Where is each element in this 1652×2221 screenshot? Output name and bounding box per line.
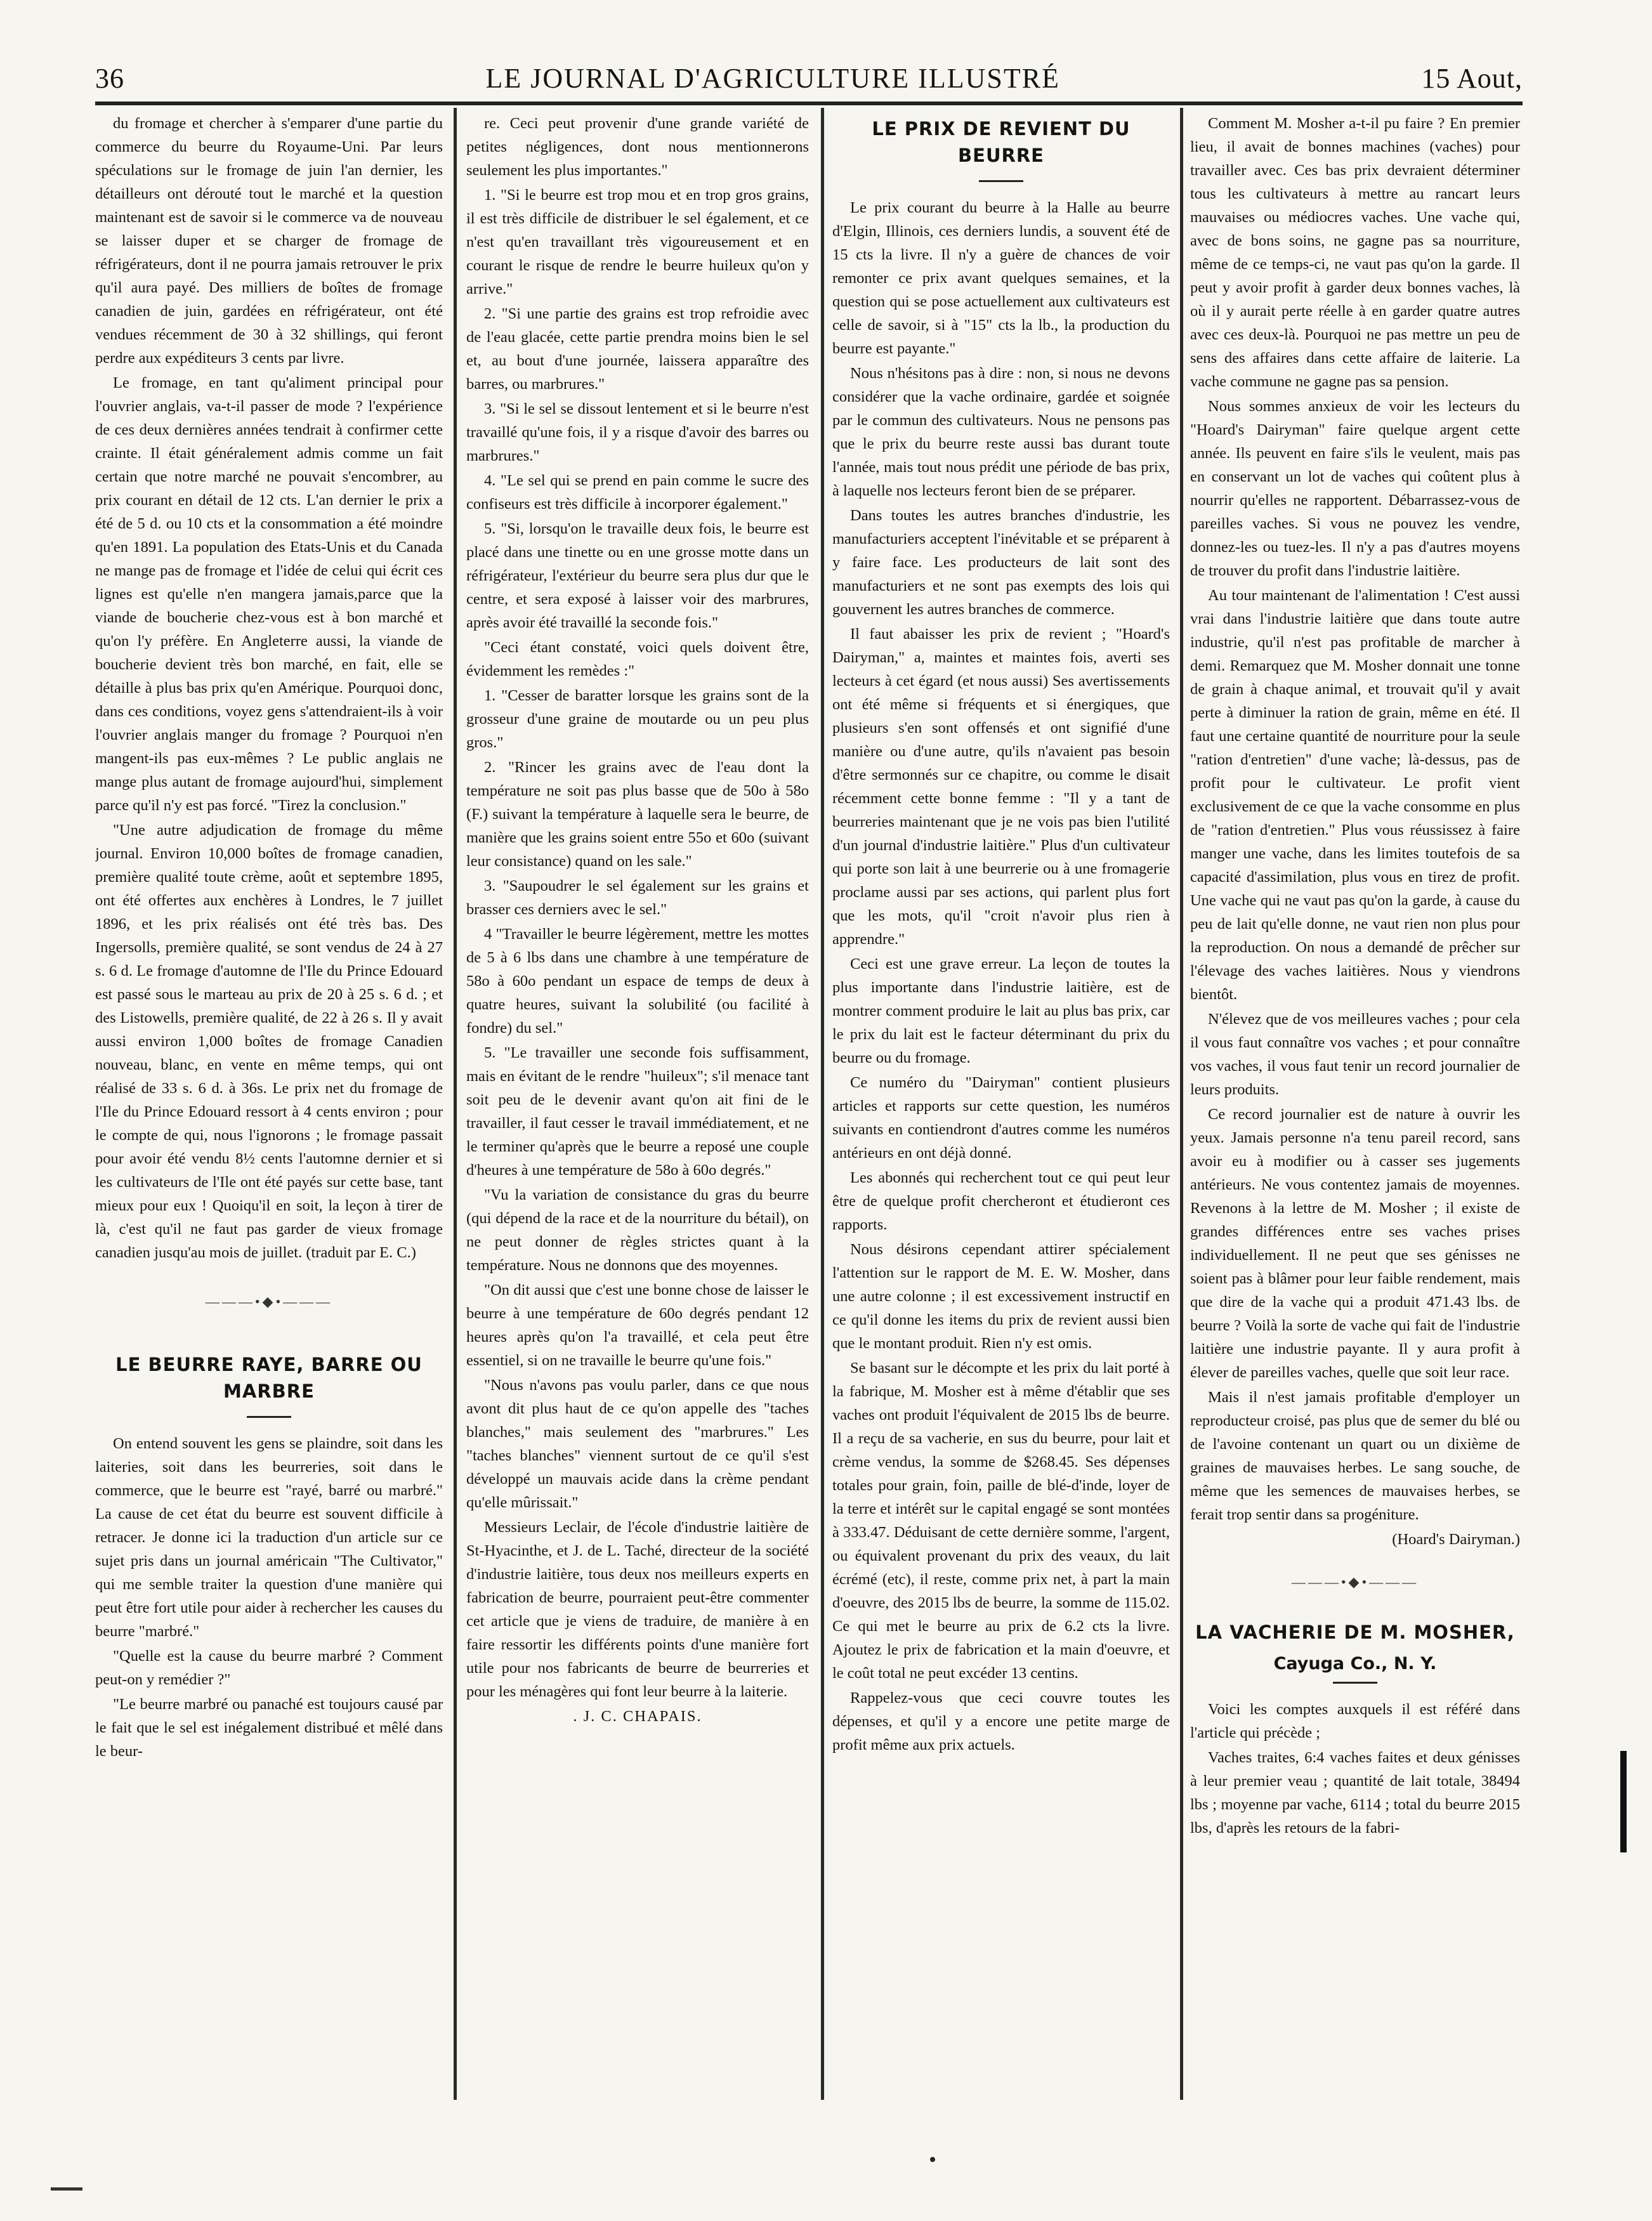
paragraph: 4 "Travailler le beurre légèrement, mettre les mottes de 5 à 6 lbs dans une chambre à une température de 58o à 60o pendant un espace de temps de deux à quatre heures, suivant la solubilité (ou facilité à fondre) du sel." [466,926,809,1037]
paragraph: Nous n'hésitons pas à dire : non, si nous ne devons considérer que la vache ordinaire, gardée et soignée par le commun des cultivateurs. Nous ne pensons pas que le prix du beurre reste aussi bas durant toute l'année, mais tout nous prédit une période de bas prix, à laquelle nos lecteurs feront bien de se préparer. [832,365,1170,499]
article-headline: LE PRIX DE REVIENT DU BEURRE [872,118,1131,166]
headline-rule [979,180,1023,182]
paragraph: Se basant sur le décompte et les prix du lait porté à la fabrique, M. Mosher est à même d'établir que ses vaches ont produit l'équivalent de 2015 lbs de beurre. Il a reçu de sa vacherie, en sus du beurre, pour lait et crème vendus, la somme de $268.45. Ses dépenses totales pour grain, foin, paille de blé-d'inde, loyer de la terre et intérêt sur le capital engagé se sont montées à 333.47. Déduisant de cette dernière somme, l'argent, ou équivalent provenant du prix des veaux, du lait écrémé (etc), il reste, comme prix net, à part la main d'oeuvre, des 2015 lbs de beurre, la somme de 115.02. Ce qui met le beurre au prix de 6.2 cts la livre. Ajoutez le prix de fabrication et la main d'oeuvre, et le coût total ne peut excéder 13 centins. [832,1359,1170,1682]
scan-mark [930,2157,935,2162]
section-ornament: ———•◆•——— [205,1294,333,1309]
paragraph: 3. "Si le sel se dissout lentement et si le beurre n'est travaillé qu'une fois, il y a risque d'avoir des barres ou marbrures." [466,400,809,464]
paragraph: Vaches traites, 6:4 vaches faites et deux génisses à leur premier veau ; quantité de lait totale, 38494 lbs ; moyenne par vache, 6114 ; total du beurre 2015 lbs, d'après les retours de la fabri- [1190,1749,1520,1837]
paragraph: Nous sommes anxieux de voir les lecteurs du "Hoard's Dairyman" faire quelque argent cette année. Ils peuvent en faire s'ils le veulent, mais pas en conservant un lot de vaches qui coûtent plus à nourrir qu'elles ne rapportent. Débarrassez-vous de pareilles vaches. Si vous ne pouvez les vendre, donnez-les ou tuez-les. Il n'y a pas d'autres moyens de trouver du profit dans l'industrie laitière. [1190,398,1520,579]
paragraph: "Une autre adjudication de fromage du même journal. Environ 10,000 boîtes de fromage canadien, première qualité toute crème, août et septembre 1895, ont été offertes aux enchères à Londres, le 7 juillet 1896, et les prix réalisés ont été très bas. Des Ingersolls, première qualité, se sont vendus de 24 à 27 s. 6 d. Le fromage d'automne de l'Ile du Prince Edouard est passé sous le marteau au prix de 20 à 25 s. 6 d. ; et des Listowells, première qualité, de 22 à 26 s. Il y avait aussi environ 1,000 boîtes de fromage Canadien nouveau, blanc, en vente en même temps, qui ont réalisé de 33 s. 6 d. à 36s. Le prix net du fromage de l'Ile du Prince Edouard ressort à 4 cents environ ; pour le compte de qui, nous l'ignorons ; le fromage passait pour avoir été vendu 8½ cents l'automne dernier et si les cultivateurs de l'Ile ont été payés sur cette base, tant mieux pour eux ! Quoiqu'il en soit, la leçon à tirer de là, c'est qu'il ne faut pas garder de vieux fromage canadien jusqu'au mois de juillet. (traduit par E. C.) [95,822,443,1261]
page-number: 36 [95,62,124,94]
paragraph: Il faut abaisser les prix de revient ; "Hoard's Dairyman," a, maintes et maintes fois, averti ses lecteurs à cet égard (et nous aussi) Ses avertissements ont été même si fréquents et si énergiques, que plusieurs s'en sont offensés et ont signifié d'une manière ou d'une autre, qu'ils n'avaient pas besoin d'être sermonnés sur ce chapitre, ou comme le disait récemment cette bonne femme : "Il y a tant de beurreries maintenant que je ne vois pas bien l'utilité d'un journal d'industrie laitière." Plus d'un cultivateur qui porte son lait à une beurrerie ou à une fromagerie proclame aussi par ses actions, qui parlent plus fort que les mots, qu'il "croit n'avoir plus rien à apprendre." [832,626,1170,948]
paragraph: Comment M. Mosher a-t-il pu faire ? En premier lieu, il avait de bonnes machines (vaches) pour travailler avec. Ces bas prix devraient déterminer tous les cultivateurs à mettre au rancart leurs mauvaises ou médiocres vaches. Une vache qui, avec de bons soins, ne gagne pas sa nourriture, même de ce temps-ci, ne vaut pas qu'on la garde. Il peut y avoir profit à garder deux bonnes vaches, là où il y aurait perte réelle à en garder quatre autres avec ces deux-là. Pourquoi ne pas mettre un peu de sens des affaires dans cette affaire de laiterie. La vache commune ne gagne pas sa pension. [1190,115,1520,390]
paragraph: "Ceci étant constaté, voici quels doivent être, évidemment les remèdes :" [466,639,809,679]
paragraph: Ce record journalier est de nature à ouvrir les yeux. Jamais personne n'a tenu pareil record, sans avoir eu à modifier ou à casser ses jugements antérieurs. Ne vous contentez jamais de moyennes. Revenons à la lettre de M. Mosher ; il existe de grandes différences entre ses vaches prises individuellement. Il ne peut que ses génisses ne soient pas à blâmer pour leur faible rendement, mais que dire de la vache qui a produit 471.43 lbs. de beurre ? Voilà la sorte de vache qui fait de l'industrie laitière une industrie payante. Il y aura profit à élever de pareilles vaches, quelle que soit leur race. [1190,1106,1520,1381]
section-ornament: ———•◆•——— [1291,1574,1419,1590]
paragraph: Le fromage, en tant qu'aliment principal pour l'ouvrier anglais, va-t-il passer de mode ? l'expérience de ces deux dernières années tendrait à confirmer cette crainte. Il était généralement admis comme un fait certain que notre marché ne pouvait s'encombrer, au prix courant en détail de 12 cts. L'an dernier le prix a été de 5 d. ou 10 cts et la consommation a été moindre qu'en 1891. La population des Etats-Unis et du Canada ne mange pas de fromage et l'idée de celui qui écrit ces lignes est qu'elle n'en mangera jamais,parce que la viande de boucherie chez-vous est à bon marché et qu'on l'y préfère. En Angleterre aussi, la viande de boucherie devient très bon marché, en fait, elle se détaille à plus bas prix qu'en Amérique. Pourquoi donc, dans ces conditions, voyez gens s'attendraient-ils à voir l'ouvrier anglais manger du fromage ? Pourquoi n'en mangent-ils pas eux-mêmes ? Le public anglais ne mange plus autant de fromage aujourd'hui, simplement parce qu'il n'y est pas forcé. "Tirez la conclusion." [95,374,443,814]
headline-rule [247,1416,291,1418]
article-headline: LA VACHERIE DE M. MOSHER, [1195,1622,1515,1643]
paragraph: Ceci est une grave erreur. La leçon de toutes la plus importante dans l'industrie laitière, est de montrer comment produire le lait au plus bas prix, car le prix du lait est le facteur déterminant du prix du beurre ou du fromage. [832,955,1170,1066]
paragraph: Mais il n'est jamais profitable d'employer un reproducteur croisé, pas plus que de semer du blé ou de l'avoine contenant un quart ou un dixième de graines de mauvaises herbes. Le sang souche, de même que les semences de mauvaises herbes, se ferait trop sentir dans sa progéniture. [1190,1389,1520,1523]
headline-rule [1333,1682,1377,1684]
scan-mark [1620,1751,1627,1852]
paragraph: 5. "Si, lorsqu'on le travaille deux fois, le beurre est placé dans une tinette ou en une grosse motte dans un réfrigérateur, l'extérieur du beurre sera plus dur que le centre, et sera exposé à laisser voir des marbrures, après avoir été travaillé la seconde fois." [466,520,809,631]
paragraph: 3. "Saupoudrer le sel également sur les grains et brasser ces derniers avec le sel." [466,877,809,918]
column-divider [1180,108,1183,2100]
paragraph: du fromage et chercher à s'emparer d'une partie du commerce du beurre du Royaume-Uni. Par leurs spéculations sur le fromage de juin l'an dernier, les détailleurs ont dérouté tout le marché et la question maintenant est de savoir si le commerce va de nouveau se laisser duper et se charger de fromage de réfrigérateurs, dont il ne pourra jamais retrouver le prix qu'il aura payé. Des milliers de boîtes de fromage canadien de juin, gardées en réfrigérateur, ont été vendues récemment de 30 à 32 shillings, qui feront perdre aux expéditeurs 3 cents par livre. [95,115,443,367]
article-subheadline: Cayuga Co., N. Y. [1273,1654,1437,1674]
paragraph: "Le beurre marbré ou panaché est toujours causé par le fait que le sel est inégalement distribué et mêlé dans le beur- [95,1696,443,1760]
source-credit: (Hoard's Dairyman.) [1392,1531,1520,1548]
paragraph: "On dit aussi que c'est une bonne chose de laisser le beurre à une température de 60o degrés pendant 12 heures après qu'on l'a travaillé, et cela peut être essentiel, si on ne travaille le beurre qu'une fois." [466,1281,809,1369]
paragraph: Messieurs Leclair, de l'école d'industrie laitière de St-Hyacinthe, et J. de L. Taché, directeur de la société d'industrie laitière, tous deux nos meilleurs experts en fabrication de beurre, pourraient peut-être commenter cet article que je viens de traduire, de manière à en faire ressortir les différents points d'une manière fort utile pour nos fabricants de beurre de beurreries et pour les ménagères qui font leur beurre à la laiterie. [466,1519,809,1700]
paragraph: 2. "Rincer les grains avec de l'eau dont la température ne soit pas plus basse que de 50o à 58o (F.) suivant la température à laquelle sera le beurre, de manière que les grains soient entre 55o et 60o (suivant leur consistance) quand on les sale." [466,759,809,870]
paragraph: Le prix courant du beurre à la Halle au beurre d'Elgin, Illinois, ces derniers lundis, a souvent été de 15 cts la livre. Il n'y a guère de chances de voir remonter ce prix avant quelques semaines, et la question qui se pose actuellement aux cultivateurs est celle de savoir, si à "15" cts la lb., la production du beurre est payante." [832,199,1170,357]
paragraph: Rappelez-vous que ceci couvre toutes les dépenses, et qu'il y a encore une petite marge de profit même aux prix actuels. [832,1689,1170,1753]
paragraph: Les abonnés qui recherchent tout ce qui peut leur être de quelque profit chercheront et étudieront ces rapports. [832,1169,1170,1233]
paragraph: 1. "Si le beurre est trop mou et en trop gros grains, il est très difficile de distribuer le sel également, et ce n'est qu'en travaillant très vigoureusement et en courant le risque de rendre le beurre huileux qu'on y arrive." [466,187,809,298]
paragraph: "Vu la variation de consistance du gras du beurre (qui dépend de la race et de la nourriture du bétail), on ne peut donner de règles strictes quant à la température. Nous ne donnons que des moyennes. [466,1186,809,1274]
column-2 [466,112,809,2116]
column-3 [832,112,1170,2116]
paragraph: Nous désirons cependant attirer spécialement l'attention sur le rapport de M. E. W. Mosher, dans une autre colonne ; il est excessivement instructif en ce qu'il donne les items du prix de revient aussi bien que le montant produit. Rien n'y est omis. [832,1241,1170,1352]
column-4 [1190,112,1520,2116]
header-rule [95,102,1523,105]
paragraph: N'élevez que de vos meilleures vaches ; pour cela il vous faut connaître vos vaches ; et pour connaître vos vaches, il vous faut tenir un record journalier de leurs produits. [1190,1011,1520,1098]
journal-title: LE JOURNAL D'AGRICULTURE ILLUSTRÉ [485,62,1060,94]
column-1 [95,112,443,2116]
column-divider [821,108,824,2100]
paragraph: 4. "Le sel qui se prend en pain comme le sucre des confiseurs est très difficile à incorporer également." [466,472,809,513]
paragraph: Voici les comptes auxquels il est référé dans l'article qui précède ; [1190,1701,1520,1741]
scan-mark [51,2187,82,2191]
paragraph: Dans toutes les autres branches d'industrie, les manufacturiers acceptent l'inévitable et se préparent à y faire face. Les producteurs de lait sont des manufacturiers et ne sont pas exempts des lois qui gouvernent les autres branches de commerce. [832,507,1170,618]
paragraph: 2. "Si une partie des grains est trop refroidie avec de l'eau glacée, cette partie prendra moins bien le sel et, au bout d'une journée, laissera apparaître des barres, ou marbrures." [466,305,809,393]
author-signature: . J. C. CHAPAIS. [573,1708,702,1725]
paragraph: 1. "Cesser de baratter lorsque les grains sont de la grosseur d'une graine de moutarde ou un peu plus gros." [466,687,809,751]
issue-date: 15 Aout, [1421,62,1523,94]
paragraph: 5. "Le travailler une seconde fois suffisamment, mais en évitant de le rendre "huileux"; s'il menace tant soit peu de le devenir avant qu'on ait fini de le travailler, il faut cesser le travail immédiatement, et ne le terminer qu'après que le beurre a reposé une couple d'heures à une température de 58o à 60o degrés." [466,1044,809,1179]
page-header [95,56,1523,100]
paragraph: re. Ceci peut provenir d'une grande variété de petites négligences, dont nous mentionnerons seulement les plus importantes." [466,115,809,179]
paragraph: Au tour maintenant de l'alimentation ! C'est aussi vrai dans l'industrie laitière que dans toute autre industrie, qu'il n'est pas profitable de marcher à demi. Remarquez que M. Mosher donnait une tonne de grain à chaque animal, et trouvait qu'il y avait perte à diminuer la ration de grain, même en été. Il faut une certaine quantité de nourriture pour la seule "ration d'entretien" d'une vache; là-dessus, pas de profit pour le cultivateur. Le profit vient exclusivement de ce que la vache consomme en plus de "ration d'entretien." Plus vous réussissez à faire manger une vache, dans les limites toutefois de sa capacité d'assimilation, plus vous en tirez de profit. Une vache qui ne vaut pas qu'on la garde, à cause du peu de lait qu'elle donne, ne vaut rien non plus pour la reproduction. On nous a demandé de prêcher sur l'élevage des vaches laitières. Nous y viendrons bientôt. [1190,587,1520,1003]
column-divider [454,108,457,2100]
paragraph: "Nous n'avons pas voulu parler, dans ce que nous avont dit plus haut de ce qu'on appelle des "taches blanches," mais seulement des "marbrures." Les "taches blanches" viennent surtout de ce qu'il s'est développé un mauvais acide dans la crème pendant qu'elle mûrissait." [466,1377,809,1511]
paragraph: Ce numéro du "Dairyman" contient plusieurs articles et rapports sur cette question, les numéros suivants en contiendront d'autres comme les numéros antérieurs en ont déjà donné. [832,1074,1170,1162]
paragraph: On entend souvent les gens se plaindre, soit dans les laiteries, soit dans les beurreries, soit dans le commerce, que le beurre est "rayé, barré ou marbré." La cause de cet état du beurre est souvent difficile à retracer. Je donne ici la traduction d'un article sur ce sujet pris dans un journal américain "The Cultivator," qui me semble traiter la question d'une manière qui peut être fort utile pour aider à rechercher les causes du beurre "marbré." [95,1435,443,1640]
article-headline: LE BEURRE RAYE, BARRE OU MARBRE [115,1354,423,1402]
paragraph: "Quelle est la cause du beurre marbré ? Comment peut-on y remédier ?" [95,1648,443,1688]
